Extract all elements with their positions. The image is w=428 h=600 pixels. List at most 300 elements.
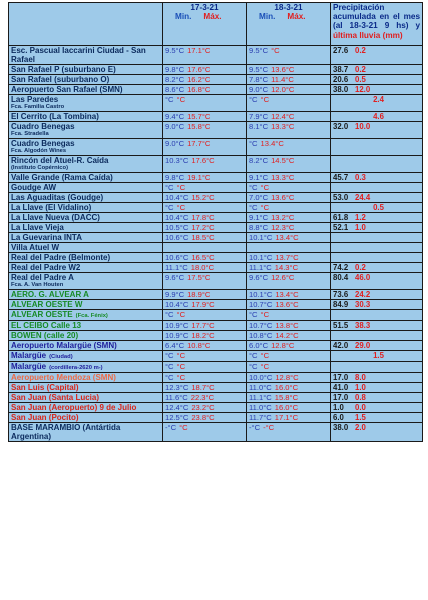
max-temp: 17.5°C (187, 273, 211, 282)
day2-temps (247, 290, 331, 300)
day2-temps (247, 403, 331, 413)
day2-temps (247, 253, 331, 263)
station-row (9, 233, 423, 243)
precip-cell (331, 403, 423, 413)
max-temp: 17.6°C (187, 65, 211, 74)
precip-accumulated: 45.7 (333, 173, 349, 182)
min-temp: 9.8°C (165, 173, 185, 182)
station-name: ALVEAR OESTE W (11, 300, 83, 309)
day1-temps (163, 373, 247, 383)
header-row (9, 3, 423, 46)
day2-temps (247, 183, 331, 193)
station-name: Malargüe (11, 362, 47, 371)
day2-date: 18-3-21 (274, 3, 303, 12)
precip-cell (331, 65, 423, 75)
precip-last-rain: 1.2 (355, 213, 366, 222)
station-name-cell (9, 423, 163, 442)
day1-temps (163, 413, 247, 423)
station-name: Las Paredes (11, 95, 59, 104)
station-row (9, 193, 423, 203)
station-name-cell (9, 413, 163, 423)
precip-accumulated: 38.0 (333, 85, 349, 94)
day2-temps (247, 85, 331, 95)
max-temp: °C (176, 95, 186, 104)
day1-temps (163, 243, 247, 253)
station-name: Aeropuerto San Rafael (SMN) (11, 85, 123, 94)
min-temp: °C (165, 310, 174, 319)
min-temp: 10.8°C (249, 331, 273, 340)
station-table (8, 2, 423, 442)
precip-cell (331, 423, 423, 442)
station-row (9, 46, 423, 65)
precip-cell (331, 393, 423, 403)
day1-temps (163, 341, 247, 351)
station-row (9, 95, 423, 112)
day1-temps (163, 203, 247, 213)
station-row (9, 139, 423, 156)
station-row (9, 263, 423, 273)
station-row (9, 423, 423, 442)
min-temp: °C (165, 362, 174, 371)
min-temp: 8.8°C (249, 223, 269, 232)
day1-temps (163, 290, 247, 300)
station-name: Cuadro Benegas (11, 122, 75, 131)
min-temp: °C (249, 183, 258, 192)
day2-temps (247, 193, 331, 203)
day2-temps (247, 243, 331, 253)
station-name-cell (9, 75, 163, 85)
station-row (9, 203, 423, 213)
max-temp: 19.1°C (187, 173, 211, 182)
min-temp: 8.6°C (165, 85, 185, 94)
station-row (9, 362, 423, 373)
station-name-cell (9, 290, 163, 300)
precip-accumulated: 73.6 (333, 290, 349, 299)
day1-temps (163, 321, 247, 331)
min-temp: °C (249, 362, 258, 371)
precip-last-rain: 0.2 (355, 263, 366, 272)
precip-cell (331, 373, 423, 383)
max-temp: °C (260, 310, 270, 319)
max-temp: 18.0°C (190, 263, 215, 272)
precip-cell (331, 290, 423, 300)
min-temp: 10.4°C (165, 213, 189, 222)
station-name: San Juan (Santa Lucia) (11, 393, 100, 402)
min-temp: 10.4°C (165, 193, 189, 202)
precip-cell (331, 253, 423, 263)
max-temp: 15.7°C (187, 112, 211, 121)
min-temp: 9.0°C (165, 122, 185, 131)
max-temp: 13.3°C (271, 173, 295, 182)
min-temp: 8.2°C (249, 156, 269, 165)
day2-temps (247, 156, 331, 173)
min-temp: 9.5°C (249, 65, 269, 74)
day2-temps (247, 423, 331, 442)
max-temp: 16.0°C (274, 383, 299, 392)
max-temp: 17.6°C (191, 156, 215, 165)
precip-cell (331, 85, 423, 95)
day2-temps (247, 213, 331, 223)
precip-last-rain: 0.2 (355, 46, 366, 55)
day1-temps (163, 65, 247, 75)
precip-accumulated: 74.2 (333, 263, 349, 272)
day1-temps (163, 273, 247, 290)
precip-accumulated: 32.0 (333, 122, 349, 131)
day1-temps (163, 310, 247, 321)
station-row (9, 112, 423, 122)
precip-accumulated: 53.0 (333, 193, 349, 202)
station-row (9, 65, 423, 75)
min-temp: 9.0°C (165, 139, 185, 148)
day1-temps (163, 139, 247, 156)
station-name-cell (9, 300, 163, 310)
min-temp: 9.5°C (165, 46, 185, 55)
min-temp: 7.9°C (249, 112, 269, 121)
max-temp: 16.8°C (187, 85, 211, 94)
max-temp: 13.6°C (275, 300, 299, 309)
day1-temps (163, 263, 247, 273)
min-temp: °C (165, 183, 174, 192)
station-subtitle: (Fca. Fénix) (75, 313, 108, 319)
station-name-cell (9, 362, 163, 373)
min-temp: °C (249, 95, 258, 104)
day2-temps (247, 65, 331, 75)
max-temp: °C (260, 95, 270, 104)
precip-accumulated: 6.0 (333, 413, 344, 422)
precip-last-rain: 38.3 (355, 321, 371, 330)
max-temp: °C (179, 423, 188, 432)
day1-temps (163, 156, 247, 173)
min-temp: 9.6°C (165, 273, 185, 282)
precip-cell (331, 331, 423, 341)
day1-max-label: Máx. (203, 12, 222, 22)
station-row (9, 156, 423, 173)
min-temp: °C (249, 310, 258, 319)
day1-temps (163, 193, 247, 203)
max-temp: 18.2°C (191, 331, 215, 340)
precip-cell (331, 156, 423, 173)
max-temp: °C (260, 351, 270, 360)
station-row (9, 373, 423, 383)
min-temp: 9.1°C (249, 213, 269, 222)
max-temp: 12.0°C (271, 85, 295, 94)
day1-temps (163, 173, 247, 183)
max-temp: 18.5°C (191, 233, 215, 242)
day1-temps (163, 233, 247, 243)
day1-temps (163, 300, 247, 310)
min-temp: 10.1°C (249, 233, 273, 242)
min-temp: 11.7°C (249, 413, 272, 422)
min-temp: 11.0°C (249, 383, 272, 392)
precip-last-rain: 10.0 (355, 122, 371, 131)
precip-cell (331, 383, 423, 393)
precip-accumulated: 17.0 (333, 393, 349, 402)
day1-temps (163, 253, 247, 263)
precip-accumulated: 1.0 (333, 403, 344, 412)
max-temp: 12.4°C (271, 112, 295, 121)
precip-cell (331, 310, 423, 321)
day1-temps (163, 393, 247, 403)
day2-temps (247, 373, 331, 383)
station-row (9, 243, 423, 253)
min-temp: 11.6°C (165, 393, 188, 402)
station-name-cell (9, 223, 163, 233)
precip-cell (331, 321, 423, 331)
precip-accumulated: 17.0 (333, 373, 349, 382)
day1-header (163, 3, 247, 46)
station-name-cell (9, 341, 163, 351)
station-name: San Juan (Aeropuerto) 9 de Julio (11, 403, 137, 412)
station-name-cell (9, 213, 163, 223)
precip-cell (331, 203, 423, 213)
min-temp: 9.6°C (249, 273, 269, 282)
max-temp: 17.8°C (191, 213, 215, 222)
max-temp: 12.6°C (271, 273, 295, 282)
precip-cell (331, 233, 423, 243)
max-temp: 15.8°C (274, 393, 299, 402)
max-temp: °C (176, 351, 186, 360)
max-temp: -°C (263, 423, 275, 432)
max-temp: 13.2°C (271, 213, 295, 222)
max-temp: 13.3°C (271, 122, 295, 131)
day2-temps (247, 122, 331, 139)
max-temp: 16.0°C (274, 403, 299, 412)
day1-min-label: Min. (175, 12, 192, 22)
precip-accumulated: 42.0 (333, 341, 349, 350)
station-subtitle: (Ciudad) (49, 354, 73, 360)
day2-temps (247, 263, 331, 273)
precip-cell (331, 122, 423, 139)
max-temp: °C (260, 183, 270, 192)
station-header-cell (9, 3, 163, 46)
station-name: Cuadro Benegas (11, 139, 75, 148)
precip-last-rain: 29.0 (355, 341, 371, 350)
day1-temps (163, 423, 247, 442)
precip-cell (331, 263, 423, 273)
day1-temps (163, 95, 247, 112)
min-temp: 10.7°C (249, 321, 273, 330)
min-temp: °C (249, 203, 258, 212)
station-row (9, 351, 423, 362)
station-name: AERO. G. ALVEAR A (11, 290, 89, 299)
station-row (9, 321, 423, 331)
station-name-cell (9, 310, 163, 321)
day2-temps (247, 173, 331, 183)
day2-temps (247, 393, 331, 403)
precip-last-rain: 2.0 (355, 423, 366, 432)
day1-temps (163, 183, 247, 193)
min-temp: 11.1°C (249, 393, 272, 402)
station-name: Las Aguaditas (Goudge) (11, 193, 104, 202)
min-temp: °C (165, 373, 174, 382)
min-temp: 8.1°C (249, 122, 269, 131)
max-temp: 17.1°C (274, 413, 299, 422)
day2-temps (247, 95, 331, 112)
day2-temps (247, 273, 331, 290)
station-name-cell (9, 243, 163, 253)
min-temp: 10.6°C (165, 253, 189, 262)
max-temp: 23.8°C (191, 413, 215, 422)
precip-cell (331, 362, 423, 373)
precip-title: Precipitación acumulada en el mes (al 18-3-21 9 hs) y (333, 3, 420, 31)
station-name: Malargüe (11, 351, 47, 360)
day2-temps (247, 300, 331, 310)
precip-last-rain: 1.5 (373, 351, 384, 360)
min-temp: 9.9°C (165, 290, 185, 299)
max-temp: 16.2°C (187, 75, 211, 84)
max-temp: °C (260, 203, 270, 212)
day2-temps (247, 203, 331, 213)
station-name-cell (9, 183, 163, 193)
max-temp: °C (176, 362, 186, 371)
station-name: Aeropuerto Malargüe (SMN) (11, 341, 117, 350)
station-name: San Rafael (suburbano O) (11, 75, 110, 84)
precip-cell (331, 183, 423, 193)
station-name-cell (9, 46, 163, 65)
station-row (9, 273, 423, 290)
max-temp: 18.7°C (191, 383, 215, 392)
min-temp: 11.1°C (165, 263, 188, 272)
day1-temps (163, 213, 247, 223)
min-temp: °C (165, 95, 174, 104)
station-row (9, 213, 423, 223)
station-name: Goudge AW (11, 183, 57, 192)
station-name-cell (9, 403, 163, 413)
station-name-cell (9, 139, 163, 156)
min-temp: 10.9°C (165, 321, 189, 330)
day2-temps (247, 351, 331, 362)
max-temp: °C (260, 362, 270, 371)
precip-cell (331, 300, 423, 310)
station-name-cell (9, 233, 163, 243)
precip-cell (331, 273, 423, 290)
station-name-cell (9, 383, 163, 393)
min-temp: 12.4°C (165, 403, 189, 412)
max-temp: 17.7°C (187, 139, 211, 148)
precip-accumulated: 61.8 (333, 213, 349, 222)
day2-temps (247, 362, 331, 373)
min-temp: °C (165, 351, 174, 360)
day1-temps (163, 383, 247, 393)
day1-temps (163, 331, 247, 341)
max-temp: 12.8°C (271, 341, 295, 350)
station-name-cell (9, 273, 163, 290)
max-temp: 23.2°C (191, 403, 215, 412)
precip-last-rain: 0.3 (355, 173, 366, 182)
station-name-cell (9, 65, 163, 75)
day2-temps (247, 112, 331, 122)
max-temp: 13.4°C (260, 139, 284, 148)
day1-temps (163, 122, 247, 139)
day2-temps (247, 233, 331, 243)
station-row (9, 122, 423, 139)
station-row (9, 173, 423, 183)
min-temp: 12.3°C (165, 383, 189, 392)
station-row (9, 383, 423, 393)
max-temp: 22.3°C (190, 393, 215, 402)
min-temp: 9.1°C (249, 173, 269, 182)
station-name: BASE MARAMBIO (Antártida Argentina) (11, 423, 121, 441)
precip-accumulated: 38.0 (333, 423, 349, 432)
station-name-cell (9, 203, 163, 213)
precip-cell (331, 173, 423, 183)
precip-cell (331, 46, 423, 65)
day2-max-label: Máx. (287, 12, 306, 22)
precip-cell (331, 193, 423, 203)
station-name-cell (9, 95, 163, 112)
min-temp: 10.1°C (249, 290, 273, 299)
precip-cell (331, 413, 423, 423)
min-temp: 9.4°C (165, 112, 185, 121)
min-temp: -°C (249, 423, 261, 432)
min-temp: 9.8°C (165, 65, 185, 74)
station-row (9, 403, 423, 413)
precip-cell (331, 341, 423, 351)
min-temp: -°C (165, 423, 177, 432)
station-name-cell (9, 263, 163, 273)
station-name-cell (9, 122, 163, 139)
max-temp: 15.8°C (187, 122, 211, 131)
day2-temps (247, 383, 331, 393)
min-temp: 10.6°C (165, 233, 189, 242)
station-name-cell (9, 321, 163, 331)
station-row (9, 253, 423, 263)
min-temp: 6.4°C (165, 341, 185, 350)
day1-date: 17-3-21 (190, 3, 219, 12)
day2-temps (247, 139, 331, 156)
max-temp: °C (271, 46, 280, 55)
precip-header (331, 3, 423, 46)
precip-last-rain: 0.2 (355, 65, 366, 74)
max-temp: 13.8°C (275, 321, 299, 330)
min-temp: 8.2°C (165, 75, 185, 84)
precip-cell (331, 112, 423, 122)
station-name-cell (9, 331, 163, 341)
min-temp: °C (165, 203, 174, 212)
precip-accumulated: 27.6 (333, 46, 349, 55)
day2-temps (247, 46, 331, 65)
station-name: Valle Grande (Rama Caída) (11, 173, 113, 182)
station-name: BOWEN (calle 20) (11, 331, 79, 340)
station-row (9, 341, 423, 351)
station-name: San Rafael P (suburbano E) (11, 65, 116, 74)
station-row (9, 223, 423, 233)
min-temp: 6.0°C (249, 341, 269, 350)
max-temp: 14.3°C (274, 263, 299, 272)
max-temp: 12.8°C (275, 373, 299, 382)
min-temp: 10.4°C (165, 300, 189, 309)
day1-temps (163, 362, 247, 373)
precip-cell (331, 223, 423, 233)
station-name-cell (9, 85, 163, 95)
max-temp: 13.4°C (275, 290, 299, 299)
station-row (9, 85, 423, 95)
station-subtitle: (cordillera-2620 m-) (49, 365, 103, 371)
max-temp: 15.2°C (191, 193, 215, 202)
precip-accumulated: 20.6 (333, 75, 349, 84)
max-temp: 17.7°C (191, 321, 215, 330)
station-subtitle: Fca. Familia Castro (11, 104, 65, 110)
station-name-cell (9, 393, 163, 403)
max-temp: 18.9°C (187, 290, 211, 299)
max-temp: 13.6°C (271, 193, 295, 202)
max-temp: 13.7°C (275, 253, 299, 262)
max-temp: °C (176, 183, 186, 192)
min-temp: 10.7°C (249, 300, 273, 309)
station-row (9, 413, 423, 423)
day1-temps (163, 223, 247, 233)
precip-accumulated: 41.0 (333, 383, 349, 392)
